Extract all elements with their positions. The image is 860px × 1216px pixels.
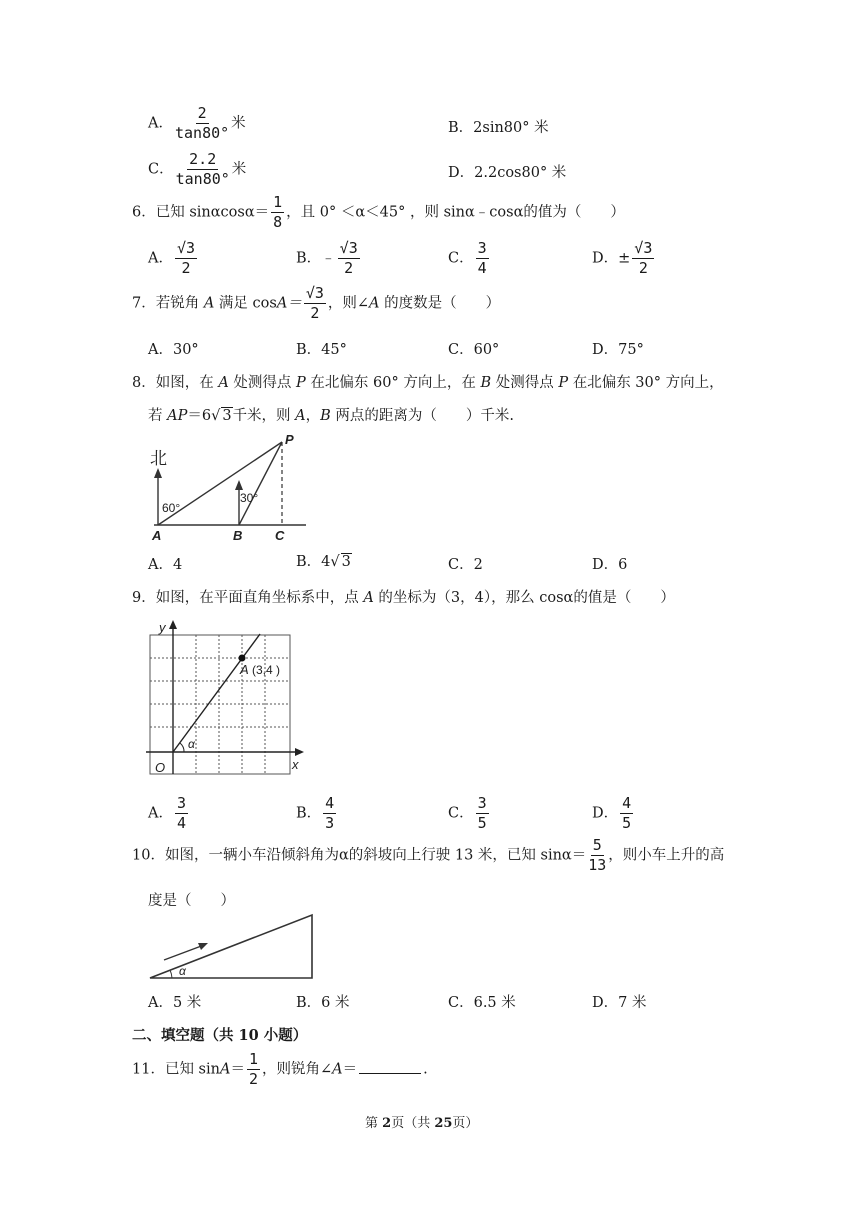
point-p-label: P (285, 432, 294, 447)
arrow-up-icon (169, 620, 177, 629)
stem-text: 10．如图，一辆小车沿倾斜角为α的斜坡向上行驶 13 米，已知 sinα＝ (132, 847, 587, 864)
q7-option-b: B．45° (296, 342, 347, 358)
angle-arc (170, 970, 172, 978)
sign: ﹣ (321, 250, 336, 267)
stem-text: 在北偏东 30° 方向上， (568, 375, 724, 391)
q8-figure (140, 428, 320, 544)
radicand: 3 (186, 239, 196, 257)
stem-text: 处测得点 (228, 375, 297, 391)
footer-text: 第 (365, 1116, 383, 1131)
q10-figure (146, 910, 318, 982)
denominator: tan80° (174, 124, 230, 142)
q6-option-a (148, 241, 199, 276)
fraction (476, 796, 489, 831)
variable: A (369, 295, 380, 312)
variable: B (320, 408, 331, 424)
denominator: 2 (638, 259, 648, 277)
stem-text: 在北偏东 60° 方向上，在 (305, 375, 481, 391)
point-c-label: C (275, 528, 285, 543)
option-letter: C． (448, 805, 474, 822)
fraction (176, 152, 230, 187)
variable: A (203, 295, 215, 312)
q8-option-d: D．6 (592, 557, 628, 573)
option-text: 2.2cos80° 米 (474, 165, 567, 181)
denominator: 2 (344, 259, 354, 277)
variable: AP (167, 408, 188, 424)
arrow-right-icon (295, 748, 304, 756)
denominator: 3 (325, 814, 335, 832)
unit: 米 (231, 161, 247, 178)
stem-text: ，则∠ (327, 295, 370, 312)
q6-option-c (448, 241, 491, 276)
variable: A (218, 375, 229, 391)
numerator: 3 (176, 794, 187, 812)
stem-text: ，且 0° ＜α＜45° ，则 sinα﹣cosα的值为（ ） (286, 204, 625, 221)
q9-option-d (592, 796, 635, 831)
alpha-label: α (179, 964, 186, 978)
numerator: 3 (477, 239, 487, 257)
denominator: 5 (622, 814, 632, 832)
q10-option-d: D．7 米 (592, 995, 647, 1011)
q10-stem-line1 (132, 838, 724, 873)
q5-option-a (148, 106, 246, 141)
q9-option-c (448, 796, 491, 831)
option-letter: D． (592, 250, 619, 267)
point-a-label: A (152, 528, 162, 543)
stem-text: 的坐标为（3，4），那么 cosα的值是（ ） (373, 590, 675, 606)
variable: A (332, 1061, 343, 1078)
denominator: 2 (310, 304, 320, 322)
angle-30-label: 30° (240, 491, 259, 505)
fraction (175, 796, 188, 831)
page-footer (365, 1112, 478, 1131)
fraction (632, 241, 654, 276)
denominator: 2 (248, 1070, 258, 1088)
page-number: 2 (382, 1116, 392, 1131)
fraction (304, 286, 326, 321)
denominator: tan80° (175, 170, 230, 188)
stem-text: ＝6 (187, 408, 212, 424)
variable: A (295, 408, 306, 424)
unit: 米 (231, 115, 246, 132)
q7-option-a: A．30° (148, 342, 199, 358)
numerator: 4 (622, 794, 632, 812)
stem-text: 8．如图，在 (132, 375, 219, 391)
page-total: 25 (434, 1116, 453, 1131)
variable: A (219, 1061, 231, 1078)
stem-text: ＝ (342, 1061, 358, 1078)
fraction (175, 241, 197, 276)
ray-oa (173, 634, 260, 752)
y-label: y (159, 620, 166, 635)
alpha-label: α (188, 737, 195, 751)
point-a (239, 655, 246, 662)
q9-figure (142, 618, 310, 778)
radicand: 3 (222, 408, 232, 424)
numerator: 1 (248, 1050, 258, 1068)
option-letter: A． (148, 115, 173, 132)
stem-text: . (423, 1061, 428, 1078)
fraction (588, 838, 606, 873)
q9-option-b (296, 796, 338, 831)
stem-text: 两点的距离为（ ）千米. (330, 408, 515, 424)
radicand: 3 (314, 284, 324, 302)
q8-stem-line2 (148, 404, 514, 425)
q10-option-a: A．5 米 (148, 995, 202, 1011)
numerator: √3 (634, 239, 653, 257)
denominator: 2 (181, 259, 191, 277)
q6-stem (132, 195, 625, 230)
option-letter: A． (148, 805, 173, 822)
variable: B (480, 375, 492, 391)
sqrt: √ 3 (330, 554, 351, 570)
denominator: 8 (273, 213, 283, 231)
variable: P (558, 375, 569, 391)
q10-option-b: B．6 米 (296, 995, 350, 1011)
fraction (271, 195, 284, 230)
point-a-label: A (240, 662, 249, 677)
stem-text: ，则小车上升的高 (608, 847, 725, 864)
fraction (476, 241, 489, 276)
q11-stem (132, 1052, 428, 1087)
segment-bp (239, 442, 282, 525)
q6-option-d (592, 241, 656, 276)
q10-option-c: C．6.5 米 (448, 995, 516, 1011)
section-title: 二、填空题（共 10 小题） (132, 1027, 308, 1044)
variable: A (363, 590, 374, 606)
stem-text: ＝ (230, 1061, 245, 1078)
stem-text: 9．如图，在平面直角坐标系中，点 (132, 590, 364, 606)
slope-triangle (150, 915, 312, 978)
option-letter: A． (148, 250, 173, 267)
numerator: 4 (325, 794, 335, 812)
q6-option-b (296, 241, 362, 276)
origin-label: O (155, 760, 166, 775)
option-letter: B． (296, 250, 322, 267)
option-letter: B． (448, 120, 474, 136)
q7-option-c: C．60° (448, 342, 500, 358)
equation: A＝ (276, 295, 302, 312)
answer-blank[interactable] (359, 1073, 421, 1074)
q8-stem-line1 (132, 371, 724, 392)
fraction (338, 241, 360, 276)
radicand: 3 (643, 239, 653, 257)
denominator: 5 (477, 814, 487, 832)
denominator: 4 (477, 259, 487, 277)
stem-text: 若 (148, 408, 168, 424)
motion-line (164, 945, 204, 960)
denominator: 4 (176, 814, 187, 832)
footer-text: 页） (452, 1116, 479, 1131)
q7-stem (132, 286, 500, 321)
stem-text: 千米，则 (232, 408, 296, 424)
numerator: √3 (339, 239, 358, 257)
angle-60-label: 60° (162, 501, 181, 515)
q7-option-d: D．75° (592, 342, 644, 358)
numerator: √3 (305, 284, 324, 302)
numerator: 1 (273, 193, 283, 211)
q5-option-d (448, 161, 566, 182)
x-label: x (292, 757, 299, 772)
stem-text: ， (305, 408, 321, 424)
stem-text: 6．已知 sinαcosα＝ (132, 204, 270, 221)
q9-stem (132, 586, 675, 607)
q10-stem-line2: 度是（ ） (148, 893, 235, 909)
option-letter: B． (296, 805, 322, 822)
fraction (175, 106, 229, 141)
option-letter: D． (592, 805, 619, 822)
numerator: 2 (197, 104, 207, 122)
arrow-up-icon (154, 468, 162, 478)
numerator: 5 (592, 836, 602, 854)
option-text: 2sin80° 米 (473, 120, 549, 136)
stem-text: 的度数是（ ） (379, 295, 501, 312)
q5-option-c (148, 152, 246, 187)
radicand: 3 (341, 554, 351, 570)
option-letter: C． (148, 161, 174, 178)
option-letter: D． (448, 165, 475, 181)
numerator: 2.2 (189, 150, 217, 168)
stem-text: ，则锐角∠ (262, 1061, 333, 1078)
coord-label: (3,4 ) (252, 663, 281, 677)
radicand: 3 (348, 239, 358, 257)
stem-text: 处测得点 (491, 375, 559, 391)
option-letter: B． (296, 554, 322, 570)
grid (150, 635, 290, 774)
stem-text: 11．已知 sin (132, 1061, 220, 1078)
q9-option-a (148, 796, 190, 831)
sqrt: √ 3 (211, 408, 232, 424)
arrow-right-icon (198, 943, 208, 950)
coefficient: 4 (321, 554, 331, 570)
q8-option-a: A．4 (148, 557, 183, 573)
numerator: 3 (477, 794, 487, 812)
numerator: √3 (176, 239, 196, 257)
q5-option-b (448, 116, 549, 137)
footer-text: 页（共 (391, 1116, 435, 1131)
q8-option-b (296, 550, 352, 571)
stem-text: 满足 cos (214, 295, 277, 312)
fraction (247, 1052, 260, 1087)
denominator: 13 (588, 856, 607, 874)
option-letter: C． (448, 250, 474, 267)
fraction (323, 796, 336, 831)
stem-text: 7．若锐角 (132, 295, 204, 312)
north-label: 北 (150, 449, 167, 468)
sign: ± (618, 250, 631, 267)
arrow-up-icon (235, 480, 243, 490)
q8-option-c: C．2 (448, 557, 483, 573)
point-b-label: B (233, 528, 243, 543)
variable: P (296, 375, 306, 391)
fraction (620, 796, 633, 831)
angle-arc (180, 743, 184, 752)
